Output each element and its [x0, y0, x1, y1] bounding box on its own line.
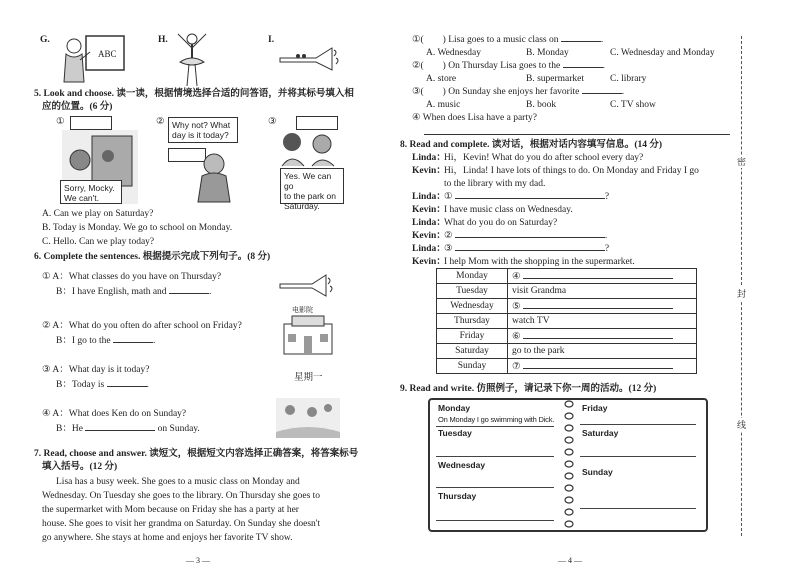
table-row: Sunday ⑦: [437, 359, 697, 374]
q8-speaker-6: Linda：: [412, 218, 446, 228]
q9-line[interactable]: [580, 508, 696, 509]
q6-item3-b: B：Today is .: [56, 380, 149, 390]
table-row: Monday ④: [437, 269, 697, 284]
q6-item4-a: ④ A：What does Ken do on Sunday?: [42, 409, 187, 419]
q8-schedule-table: [436, 268, 697, 374]
q5-scene-3-picture: [278, 126, 340, 172]
q5-option-a: A. Can we play on Saturday?: [42, 209, 154, 219]
q5-option-c: C. Hello. Can we play today?: [42, 237, 155, 247]
page-number-4: — 4 —: [558, 556, 582, 565]
q6-item2-b: B：I go to the .: [56, 336, 156, 346]
table-blank[interactable]: [523, 368, 673, 369]
q9-day-monday: Monday: [438, 403, 471, 413]
q9-line[interactable]: [580, 456, 696, 457]
table-row: Thursday watch TV: [437, 314, 697, 329]
q8-line-5: I have music class on Wednesday.: [444, 205, 573, 215]
q9-day-sunday: Sunday: [582, 467, 613, 477]
q5-bubble-2: Why not? What day is it today?: [168, 117, 238, 143]
q7-item1-opt-c: C. Wednesday and Monday: [610, 48, 715, 58]
table-row: Saturday go to the park: [437, 344, 697, 359]
q9-day-saturday: Saturday: [582, 428, 619, 438]
q8-blank-3[interactable]: ③ ?: [444, 244, 610, 254]
q9-day-thursday: Thursday: [438, 491, 477, 501]
q8-line-1: Hi，Kevin! What do you do after school every day?: [444, 153, 644, 163]
q7-item2-blank[interactable]: [563, 67, 603, 68]
q9-example: On Monday I go swimming with Dick.: [438, 415, 555, 424]
q7-passage-line-5: go anywhere. She stays at home and enjoys her favorite TV show.: [42, 533, 293, 543]
q7-title: 7. Read, choose and answer. 读短文，根据短文内容选择正确答案，将答案标号: [34, 449, 359, 459]
page-number-3: — 3 —: [186, 556, 210, 565]
q7-passage-line-4: house. She goes to visit her grandma on Saturday. On Sunday she doesn't: [42, 519, 321, 529]
trumpet-picture: [276, 44, 346, 76]
q7-item3-opt-c: C. TV show: [610, 100, 656, 110]
table-row: Friday ⑥: [437, 329, 697, 344]
cinema-sign-text: 电影院: [292, 306, 313, 314]
q7-item1-blank[interactable]: [561, 41, 601, 42]
q8-speaker-8: Linda：: [412, 244, 446, 254]
q7-item3-blank[interactable]: [582, 93, 622, 94]
q8-speaker-9: Kevin：: [412, 257, 446, 267]
q8-speaker-5: Kevin：: [412, 205, 446, 215]
margin-char-xian: 线: [737, 418, 746, 431]
q9-line[interactable]: [436, 520, 554, 521]
q6-item3-a: ③ A：What day is it today?: [42, 365, 150, 375]
q9-line[interactable]: [436, 487, 554, 488]
margin-char-mi: 密: [737, 155, 746, 168]
q8-speaker-4: Linda：: [412, 192, 446, 202]
q7-passage-line-3: the supermarket with Mom because on Friday she has a party at her: [42, 505, 299, 515]
q9-day-wednesday: Wednesday: [438, 460, 486, 470]
q5-mark-1: ①: [56, 117, 65, 127]
q7-passage-line-1: Lisa has a busy week. She goes to a music class on Monday and: [56, 477, 300, 487]
teacher-board-picture: [58, 30, 128, 90]
q8-line-3: to the library with my dad.: [444, 179, 546, 189]
table-row: Tuesday visit Grandma: [437, 284, 697, 299]
q6-cinema-picture: [278, 312, 338, 356]
table-blank[interactable]: [523, 278, 673, 279]
q7-item1-stem: ①( ) Lisa goes to a music class on .: [412, 35, 604, 45]
q5-scene-2-picture: [190, 148, 242, 204]
q6-item4-blank[interactable]: [85, 430, 155, 431]
q7-item1-opt-a: A. Wednesday: [426, 48, 481, 58]
q7-item1-opt-b: B. Monday: [526, 48, 569, 58]
board-abc-text: ABC: [98, 49, 117, 59]
q6-trumpet-picture: [276, 272, 338, 300]
q8-title: 8. Read and complete. 读对话，根据对话内容填写信息。(14 分): [400, 140, 663, 150]
q5-title: 5. Look and choose. 读一读，根据情境选择合适的问答语，并将其标号填入相: [34, 89, 354, 99]
table-row: Wednesday ⑤: [437, 299, 697, 314]
q8-blank-2[interactable]: ② .: [444, 231, 608, 241]
q6-item1-blank[interactable]: [169, 293, 209, 294]
q7-item3-opt-a: A. music: [426, 100, 461, 110]
q9-line[interactable]: [580, 424, 696, 425]
notebook-spiral-icon: [563, 396, 575, 530]
q7-passage-line-2: Wednesday. On Tuesday she goes to the library. On Thursday she goes to: [42, 491, 321, 501]
q6-item1-a: ① A：What classes do you have on Thursday?: [42, 272, 222, 282]
pic-letter-h: H.: [158, 35, 168, 45]
q6-item2-a: ② A：What do you often do after school on Friday?: [42, 321, 242, 331]
q6-item3-blank[interactable]: [107, 386, 147, 387]
margin-char-feng: 封: [737, 287, 746, 300]
q8-line-9: I help Mom with the shopping in the supermarket.: [444, 257, 635, 267]
pic-letter-g: G.: [40, 35, 50, 45]
table-blank[interactable]: [523, 338, 673, 339]
binding-dashed-line: [741, 36, 742, 536]
q6-item1-b: B：I have English, math and .: [56, 287, 212, 297]
q5-bubble-1: Sorry, Mocky. We can't.: [60, 180, 122, 204]
q5-title-cont: 应的位置。(6 分): [42, 102, 113, 112]
table-blank[interactable]: [523, 308, 673, 309]
q8-blank-1[interactable]: ① ?: [444, 192, 610, 202]
q7-item2-opt-a: A. store: [426, 74, 457, 84]
q8-speaker-1: Linda：: [412, 153, 446, 163]
q8-line-2: Hi，Linda! I have lots of things to do. On Monday and Friday I go: [444, 166, 699, 176]
q5-bubble-3: Yes. We can go to the park on Saturday.: [280, 168, 344, 204]
q9-day-friday: Friday: [582, 403, 608, 413]
q9-line[interactable]: [436, 456, 554, 457]
q8-speaker-2: Kevin：: [412, 166, 446, 176]
q5-answer-box-1: [70, 116, 112, 130]
q7-item4-answer-line[interactable]: [424, 134, 730, 135]
q7-item3-stem: ③( ) On Sunday she enjoys her favorite .: [412, 87, 625, 97]
q7-item4-question: ④ When does Lisa have a party?: [412, 113, 537, 123]
weekday-hint-label: 星期一: [294, 372, 323, 383]
q5-mark-2: ②: [156, 117, 165, 127]
q5-option-b: B. Today is Monday. We go to school on Monday.: [42, 223, 233, 233]
q9-title: 9. Read and write. 仿照例子，请记录下你一周的活动。(12 分): [400, 384, 657, 394]
q8-speaker-7: Kevin：: [412, 231, 446, 241]
q7-title-cont: 填入括号。(12 分): [42, 462, 118, 472]
q5-mark-3: ③: [268, 117, 277, 127]
q7-item3-opt-b: B. book: [526, 100, 557, 110]
q6-park-picture: [276, 398, 340, 438]
q7-item2-opt-c: C. library: [610, 74, 647, 84]
q6-item2-blank[interactable]: [113, 342, 153, 343]
q7-item2-stem: ②( ) On Thursday Lisa goes to the .: [412, 61, 605, 71]
q8-line-6: What do you do on Saturday?: [444, 218, 558, 228]
q9-day-tuesday: Tuesday: [438, 428, 472, 438]
q6-item4-b: B：He on Sunday.: [56, 424, 200, 434]
q7-item2-opt-b: B. supermarket: [526, 74, 585, 84]
pic-letter-i: I.: [268, 35, 275, 45]
q6-title: 6. Complete the sentences. 根据提示完成下列句子。(8 分): [34, 252, 271, 262]
ballet-dancer-picture: [172, 30, 212, 90]
